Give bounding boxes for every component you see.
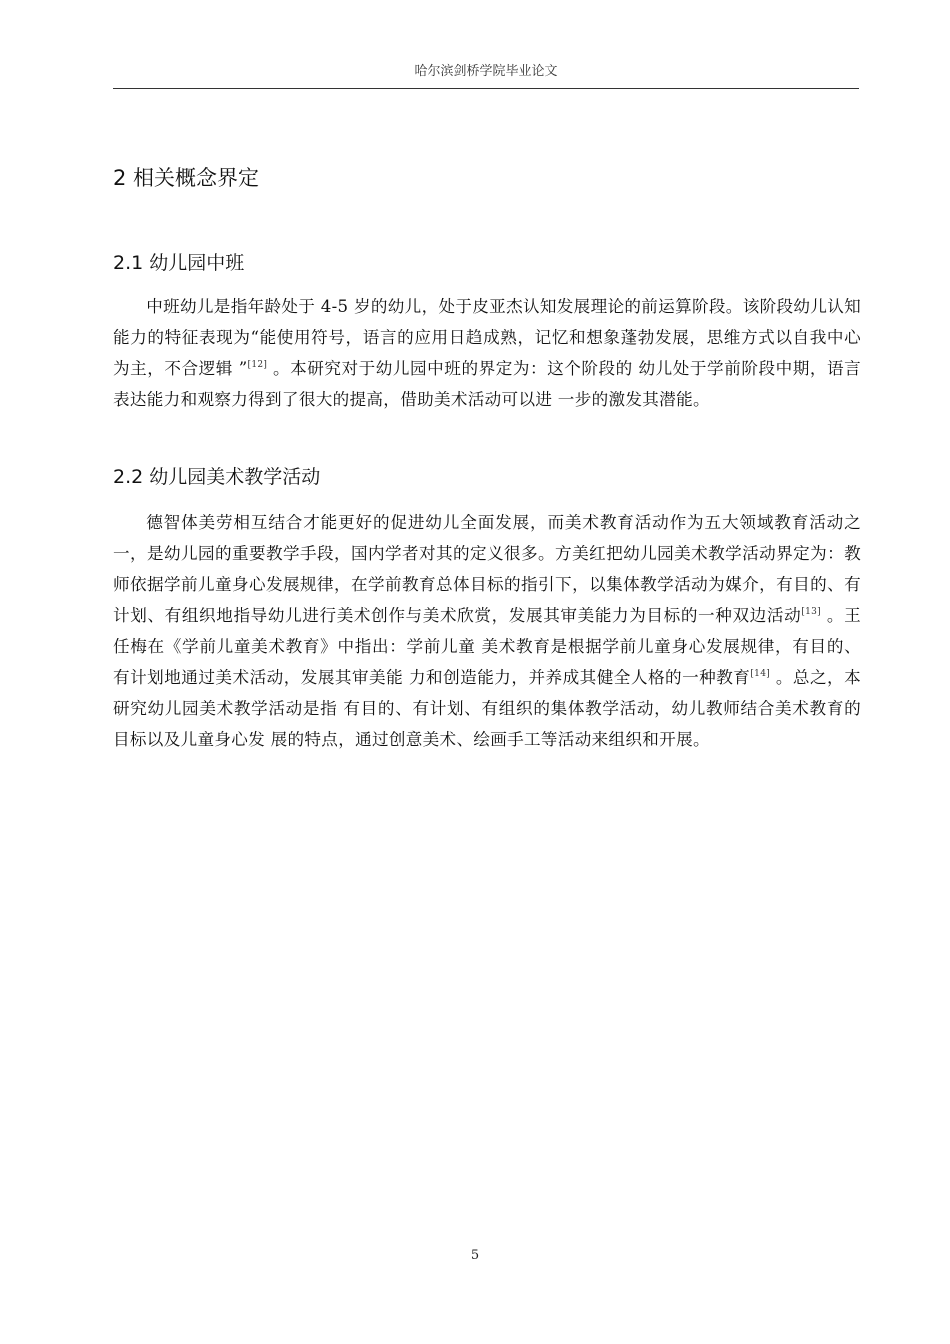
paragraph-2-2-text-2: 。王任梅在《学前儿童美术教育》中指出：学前儿童 美术教育是根据学前儿童身心发展规律，有目的、有计划地通过美术活动，发展其审美能 力和创造能力，并养成其健全人格的一种教育	[113, 606, 861, 687]
paragraph-2-2-text-1: 德智体美劳相互结合才能更好的促进幼儿全面发展，而美术教育活动作为五大领域教育活动之一，是幼儿园的重要教学手段，国内学者对其的定义很多。方美红把幼儿园美术教学活动界定为：教师依据学前儿童身心发展规律，在学前教育总体目标的指引下，以集体教学活动为媒介，有目的、有计划、有组织地指导幼儿进行美术创作与美术欣赏，发展其审美能力为目标的一种双边活动	[113, 513, 861, 625]
subsection-heading-2-1: 2.1 幼儿园中班	[113, 252, 245, 274]
citation-14: [14]	[750, 669, 771, 679]
page-number: 5	[470, 1248, 480, 1263]
subsection-heading-2-2: 2.2 幼儿园美术教学活动	[113, 466, 321, 488]
paragraph-2-2	[113, 507, 861, 755]
citation-13: [13]	[801, 607, 821, 617]
paragraph-2-1	[113, 291, 861, 415]
header-title: 哈尔滨剑桥学院毕业论文	[414, 64, 558, 79]
paragraph-2-1-text-2: 。本研究对于幼儿园中班的界定为：这个阶段的 幼儿处于学前阶段中期，语言表达能力和观察力得到了很大的提高，借助美术活动可以进 一步的激发其潜能。	[113, 359, 861, 409]
paragraph-2-1-text-1: 中班幼儿是指年龄处于 4-5 岁的幼儿，处于皮亚杰认知发展理论的前运算阶段。该阶段幼儿认知能力的特征表现为“能使用符号，语言的应用日趋成熟，记忆和想象蓬勃发展，思维方式以自我中心为主，不合逻辑 ”	[113, 297, 861, 378]
section-heading: 2 相关概念界定	[113, 166, 260, 190]
citation-12: [12]	[247, 360, 268, 370]
page-header	[113, 62, 859, 89]
paragraph-2-2-text-3: 。总之，本研究幼儿园美术教学活动是指 有目的、有计划、有组织的集体教学活动，幼儿教师结合美术教育的目标以及儿童身心发 展的特点，通过创意美术、绘画手工等活动来组织和开展。	[113, 668, 861, 749]
